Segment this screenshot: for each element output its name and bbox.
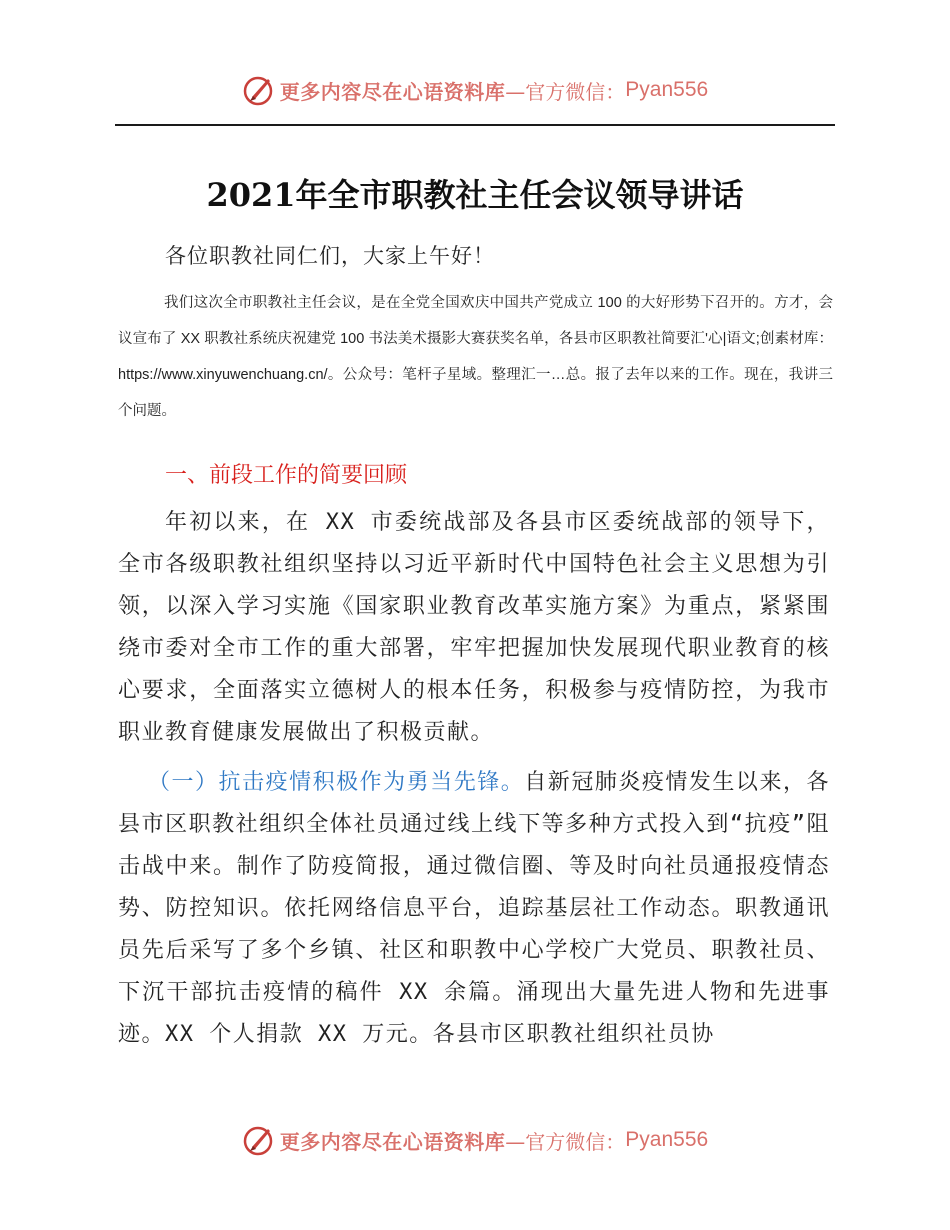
banner-brand: 更多内容尽在心语资料库: [279, 79, 506, 104]
section-heading: 一、前段工作的简要回顾: [165, 463, 408, 488]
header-banner: [0, 70, 950, 110]
subsection-paragraph: [118, 762, 830, 1056]
banner-wechat-id: Pyan556: [625, 78, 709, 101]
header-divider: [115, 124, 835, 126]
subsection-text: 自新冠肺炎疫情发生以来，各县市区职教社组织全体社员通过线上线下等多种方式投入到“抗疫”阻击战中来。制作了防疫简报，通过微信圈、等及时向社员通报疫情态势、防控知识。依托网络信息平台，追踪基层社工作动态。职教通讯员先后采写了多个乡镇、社区和职教中心学校广大党员、职教社员、下沉干部抗击疫情的稿件 XX 余篇。涌现出大量先进人物和先进事迹。XX 个人捐款 XX 万元。各县市区职教社组织社员协: [118, 770, 830, 1047]
subsection-heading: （一）抗击疫情积极作为勇当先锋。: [148, 770, 525, 795]
banner-dash: —官方微信：: [505, 79, 626, 104]
banner-brand: 更多内容尽在心语资料库: [279, 1129, 506, 1154]
section-paragraph: 年初以来，在 XX 市委统战部及各县市区委统战部的领导下，全市各级职教社组织坚持以习近平新时代中国特色社会主义思想为引领，以深入学习实施《国家职业教育改革实施方案》为重点，紧紧围绕市委对全市工作的重大部署，牢牢把握加快发展现代职业教育的核心要求，全面落实立德树人的根本任务，积极参与疫情防控，为我市职业教育健康发展做出了积极贡献。: [118, 510, 830, 745]
document-title: 2021年全市职教社主任会议领导讲话: [206, 176, 744, 214]
quill-logo-icon: [242, 1123, 276, 1157]
intro-paragraph: 我们这次全市职教社主任会议，是在全党全国欢庆中国共产党成立 100 的大好形势下召开的。方才，会议宣布了 XX 职教社系统庆祝建党 100 书法美术摄影大赛获奖名单，各县市区职教社简要汇'心|语文;创素材库：https://www.xinyuwenchuang.cn/。公众号：笔杆子星域。整理汇一…总。报了去年以来的工作。现在，我讲三个问题。: [118, 295, 833, 419]
greeting: 各位职教社同仁们，大家上午好！: [165, 244, 495, 268]
quill-logo-icon: [242, 73, 276, 107]
banner-dash: —官方微信：: [505, 1129, 626, 1154]
footer-banner: [0, 1120, 950, 1160]
banner-wechat-id: Pyan556: [625, 1128, 709, 1151]
